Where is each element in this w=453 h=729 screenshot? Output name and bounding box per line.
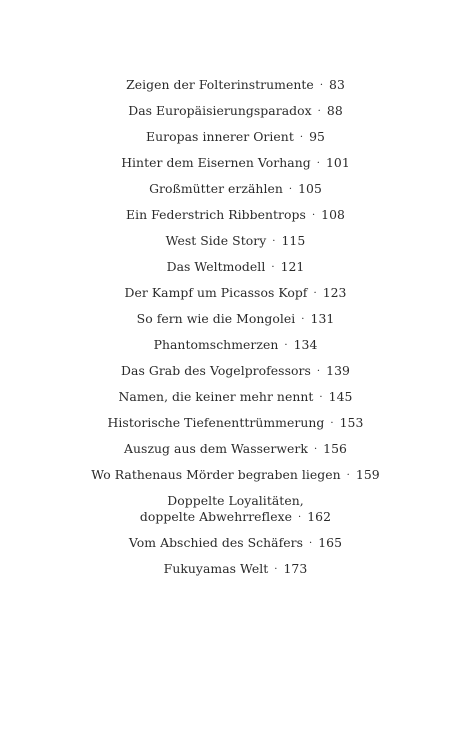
toc-entry-title: Zeigen der Folterinstrumente [126, 76, 314, 92]
toc-entry [0, 150, 453, 176]
toc-separator: · [284, 339, 288, 351]
toc-entry [0, 410, 453, 436]
toc-entry-title: doppelte Abwehrreflexe [139, 508, 293, 524]
toc-entry-title-line2 [18, 509, 453, 526]
toc-entry-title: Wo Rathenaus Mörder begraben liegen [91, 466, 341, 482]
toc-page-number: 153 [339, 414, 364, 430]
toc-page-number: 115 [281, 232, 306, 248]
toc-separator: · [311, 209, 316, 221]
toc-separator: · [309, 537, 313, 549]
toc-entry [0, 462, 453, 488]
toc-separator: · [271, 261, 275, 273]
toc-separator: · [288, 183, 293, 195]
toc-separator: · [316, 157, 320, 169]
toc-page-number: 162 [307, 508, 332, 524]
toc-entry [0, 280, 453, 306]
toc-entry [0, 124, 453, 150]
toc-entry [0, 306, 453, 332]
toc-separator: · [301, 313, 305, 325]
toc-entry [0, 228, 453, 254]
toc-separator: · [319, 391, 323, 403]
toc-separator: · [298, 511, 302, 523]
toc-entry [0, 254, 453, 280]
toc-entry-title-line1: Doppelte Loyalitäten, [167, 492, 304, 508]
toc-entry [0, 332, 453, 358]
toc-entry-title: Auszug aus dem Wasserwerk [124, 440, 308, 456]
toc-page-number: 156 [323, 440, 347, 456]
toc-page-number: 121 [280, 258, 305, 274]
toc-entry [0, 98, 453, 124]
toc-page-number: 105 [298, 180, 322, 196]
toc-entry [0, 384, 453, 410]
toc-entry [0, 556, 453, 582]
toc-separator: · [317, 105, 321, 117]
toc-entry-title: Ein Federstrich Ribbentrops [126, 206, 306, 222]
toc-separator: · [299, 131, 304, 143]
toc-page-number: 88 [326, 102, 343, 118]
toc-entry [0, 202, 453, 228]
toc-entry-title: So fern wie die Mongolei [136, 310, 296, 326]
toc-entry-title: Vom Abschied des Schäfers [128, 534, 304, 550]
toc-page-number: 131 [310, 310, 335, 326]
toc-page-number: 159 [355, 466, 380, 482]
toc-separator: · [313, 443, 318, 455]
toc-page-number: 123 [322, 284, 347, 300]
toc-entry [0, 72, 453, 98]
toc-page-number: 83 [329, 76, 345, 92]
toc-entry [0, 358, 453, 384]
toc-entry [0, 488, 453, 530]
toc-page-number: 108 [321, 206, 345, 222]
toc-entry-title: Das Weltmodell [166, 258, 266, 274]
toc-page-number: 139 [326, 362, 350, 378]
toc-entry-title: Das Europäisierungsparadox [128, 102, 312, 118]
toc-entry-title: Phantomschmerzen [153, 336, 279, 352]
toc-entry-title: Namen, die keiner mehr nennt [118, 388, 314, 404]
toc-entry-title: West Side Story [165, 232, 267, 248]
toc-entry-title: Der Kampf um Picassos Kopf [124, 284, 308, 300]
toc-entry-title: Historische Tiefenenttrümmerung [107, 414, 325, 430]
toc-entry-title: Fukuyamas Welt [163, 560, 269, 576]
toc-separator: · [316, 365, 321, 377]
toc-separator: · [313, 287, 317, 299]
toc-entry [0, 436, 453, 462]
toc-entry-title: Das Grab des Vogelprofessors [121, 362, 311, 378]
toc-page-number: 134 [293, 336, 318, 352]
toc-page-number: 145 [328, 388, 353, 404]
toc-separator: · [319, 79, 324, 91]
toc-entry [0, 530, 453, 556]
toc-page-number: 173 [283, 560, 308, 576]
table-of-contents [0, 72, 453, 582]
toc-page-number: 165 [318, 534, 343, 550]
toc-page-number: 95 [309, 128, 325, 144]
toc-entry-title: Hinter dem Eisernen Vorhang [121, 154, 311, 170]
toc-entry-title: Europas innerer Orient [146, 128, 294, 144]
toc-entry-title: Großmütter erzählen [149, 180, 283, 196]
toc-page-number: 101 [325, 154, 350, 170]
toc-separator: · [346, 469, 350, 481]
toc-entry [0, 176, 453, 202]
toc-separator: · [274, 563, 278, 575]
toc-separator: · [272, 235, 276, 247]
toc-separator: · [330, 417, 334, 429]
